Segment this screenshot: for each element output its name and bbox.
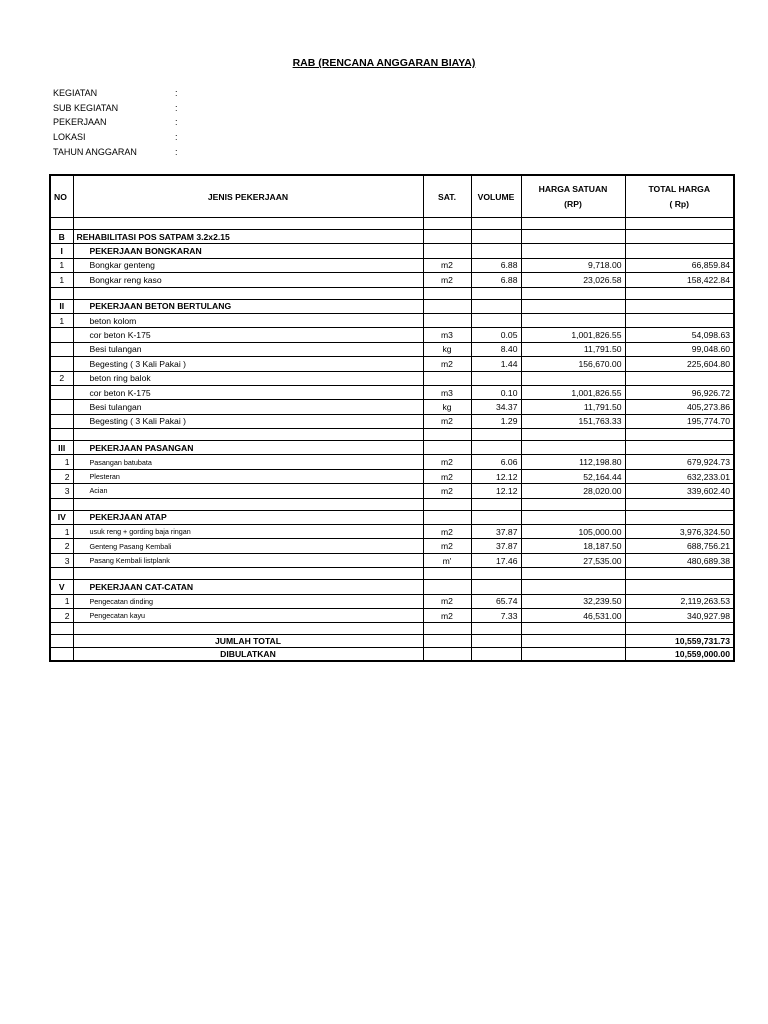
row-total: 405,273.86 (625, 400, 734, 414)
table-row (50, 342, 734, 356)
table-row (50, 400, 734, 414)
section-row (50, 244, 734, 258)
row-harga: 52,164.44 (521, 469, 625, 483)
row-total: 688,756.21 (625, 539, 734, 553)
header-total-harga (625, 175, 734, 218)
row-desc: Pasang Kembali listplank (73, 553, 423, 567)
row-sat: m2 (423, 273, 471, 287)
subsection-no: 1 (50, 313, 73, 327)
row-sat: m2 (423, 594, 471, 608)
table-row (50, 385, 734, 399)
row-volume: 1.29 (471, 414, 521, 428)
row-no: 1 (50, 273, 73, 287)
row-total: 54,098.63 (625, 328, 734, 342)
table-row (50, 258, 734, 272)
info-label: KEGIATAN (53, 88, 98, 99)
row-desc: cor beton K-175 (73, 385, 423, 399)
row-no: 2 (50, 539, 73, 553)
section-label: PEKERJAAN BONGKARAN (73, 244, 423, 258)
section-row (50, 299, 734, 313)
row-volume: 7.33 (471, 608, 521, 622)
row-volume: 17.46 (471, 553, 521, 567)
row-no: 2 (50, 469, 73, 483)
info-colon: : (175, 88, 178, 99)
section-no: IV (50, 510, 73, 524)
row-no: 1 (50, 525, 73, 539)
header-no: NO (50, 175, 73, 218)
row-harga: 9,718.00 (521, 258, 625, 272)
row-no: 1 (50, 594, 73, 608)
subsection-no: 2 (50, 371, 73, 385)
row-total: 3,976,324.50 (625, 525, 734, 539)
section-row (50, 441, 734, 455)
row-total: 679,924.73 (625, 455, 734, 469)
row-harga: 1,001,826.55 (521, 385, 625, 399)
subsection-row (50, 371, 734, 385)
blank-row (50, 218, 734, 230)
row-total: 195,774.70 (625, 414, 734, 428)
table-row (50, 357, 734, 371)
header-harga-line1: HARGA SATUAN (538, 184, 608, 194)
row-volume: 0.05 (471, 328, 521, 342)
row-total: 225,604.80 (625, 357, 734, 371)
dibulatkan-label: DIBULATKAN (73, 648, 423, 662)
row-desc: usuk reng + gording baja ringan (73, 525, 423, 539)
row-harga: 32,239.50 (521, 594, 625, 608)
header-volume: VOLUME (471, 175, 521, 218)
header-total-line1: TOTAL HARGA (648, 184, 711, 194)
section-no: II (50, 299, 73, 313)
subsection-row (50, 313, 734, 327)
section-label: PEKERJAAN BETON BERTULANG (73, 299, 423, 313)
table-row (50, 553, 734, 567)
row-desc: Bongkar genteng (73, 258, 423, 272)
blank-row (50, 287, 734, 299)
row-volume: 8.40 (471, 342, 521, 356)
row-harga: 46,531.00 (521, 608, 625, 622)
info-colon: : (175, 117, 178, 128)
row-sat: m3 (423, 328, 471, 342)
row-total: 339,602.40 (625, 484, 734, 498)
jumlah-total-row (50, 635, 734, 648)
project-label: REHABILITASI POS SATPAM 3.2x2.15 (73, 230, 423, 244)
row-sat: m2 (423, 414, 471, 428)
blank-row (50, 568, 734, 580)
row-desc: Plesteran (73, 469, 423, 483)
table-row (50, 455, 734, 469)
info-colon: : (175, 102, 178, 113)
row-desc: Besi tulangan (73, 342, 423, 356)
table-row (50, 484, 734, 498)
section-label: PEKERJAAN PASANGAN (73, 441, 423, 455)
dibulatkan-value: 10,559,000.00 (625, 648, 734, 662)
row-total: 158,422.84 (625, 273, 734, 287)
row-total: 99,048.60 (625, 342, 734, 356)
row-total: 340,927.98 (625, 608, 734, 622)
project-no: B (50, 230, 73, 244)
dibulatkan-row (50, 648, 734, 662)
row-volume: 6.88 (471, 273, 521, 287)
row-desc: Pengecatan kayu (73, 608, 423, 622)
row-desc: Begesting ( 3 Kali Pakai ) (73, 357, 423, 371)
header-harga-satuan (521, 175, 625, 218)
row-total: 632,233.01 (625, 469, 734, 483)
row-volume: 34.37 (471, 400, 521, 414)
row-harga: 28,020.00 (521, 484, 625, 498)
row-sat: m2 (423, 357, 471, 371)
row-volume: 6.88 (471, 258, 521, 272)
info-row-tahun-anggaran (53, 144, 185, 159)
table-row (50, 414, 734, 428)
info-block (53, 86, 185, 159)
row-harga: 23,026.58 (521, 273, 625, 287)
row-total: 66,859.84 (625, 258, 734, 272)
section-no: V (50, 580, 73, 594)
table-row (50, 469, 734, 483)
row-sat: m2 (423, 455, 471, 469)
header-jenis-pekerjaan: JENIS PEKERJAAN (73, 175, 423, 218)
row-volume: 12.12 (471, 484, 521, 498)
row-sat: m2 (423, 608, 471, 622)
row-no: 2 (50, 608, 73, 622)
row-total: 2,119,263.53 (625, 594, 734, 608)
info-colon: : (175, 132, 178, 143)
row-sat: m3 (423, 385, 471, 399)
row-sat: m2 (423, 525, 471, 539)
row-no: 1 (50, 258, 73, 272)
info-row-kegiatan (53, 86, 185, 101)
row-sat: m' (423, 553, 471, 567)
row-sat: m2 (423, 469, 471, 483)
row-desc: Bongkar reng kaso (73, 273, 423, 287)
row-harga: 18,187.50 (521, 539, 625, 553)
table-row (50, 539, 734, 553)
table-row (50, 328, 734, 342)
section-no: I (50, 244, 73, 258)
row-harga: 151,763.33 (521, 414, 625, 428)
row-harga: 112,198.80 (521, 455, 625, 469)
table-row (50, 608, 734, 622)
row-volume: 1.44 (471, 357, 521, 371)
info-row-lokasi (53, 130, 185, 145)
row-desc: Pengecatan dinding (73, 594, 423, 608)
row-sat: kg (423, 342, 471, 356)
row-desc: Besi tulangan (73, 400, 423, 414)
info-label: LOKASI (53, 132, 86, 143)
row-harga: 11,791.50 (521, 342, 625, 356)
section-row (50, 580, 734, 594)
row-volume: 0.10 (471, 385, 521, 399)
row-sat: m2 (423, 258, 471, 272)
document-title: RAB (RENCANA ANGGARAN BIAYA) (292, 57, 476, 69)
row-desc: Acian (73, 484, 423, 498)
row-total: 480,689.38 (625, 553, 734, 567)
row-desc: cor beton K-175 (73, 328, 423, 342)
info-label: PEKERJAAN (53, 117, 107, 128)
header-total-line2: ( Rp) (669, 199, 690, 209)
row-sat: kg (423, 400, 471, 414)
row-volume: 6.06 (471, 455, 521, 469)
table-row (50, 273, 734, 287)
row-sat: m2 (423, 484, 471, 498)
header-sat: SAT. (423, 175, 471, 218)
row-desc: Genteng Pasang Kembali (73, 539, 423, 553)
info-colon: : (175, 146, 178, 157)
header-harga-line2: (RP) (564, 199, 582, 209)
jumlah-total-label: JUMLAH TOTAL (73, 635, 423, 648)
subsection-label: beton kolom (73, 313, 423, 327)
row-harga: 1,001,826.55 (521, 328, 625, 342)
info-label: SUB KEGIATAN (53, 102, 119, 113)
table-row (50, 525, 734, 539)
row-harga: 156,670.00 (521, 357, 625, 371)
section-row (50, 510, 734, 524)
rab-table (49, 174, 735, 662)
row-volume: 65.74 (471, 594, 521, 608)
row-no: 1 (50, 455, 73, 469)
row-harga: 27,535.00 (521, 553, 625, 567)
blank-row (50, 498, 734, 510)
row-total: 96,926.72 (625, 385, 734, 399)
table-row (50, 594, 734, 608)
row-desc: Pasangan batubata (73, 455, 423, 469)
table-header (50, 175, 734, 218)
blank-row (50, 429, 734, 441)
row-harga: 11,791.50 (521, 400, 625, 414)
row-no: 3 (50, 484, 73, 498)
row-sat: m2 (423, 539, 471, 553)
info-row-sub-kegiatan (53, 101, 185, 116)
row-volume: 12.12 (471, 469, 521, 483)
row-volume: 37.87 (471, 539, 521, 553)
info-row-pekerjaan (53, 115, 185, 130)
subsection-label: beton ring balok (73, 371, 423, 385)
section-label: PEKERJAAN ATAP (73, 510, 423, 524)
row-harga: 105,000.00 (521, 525, 625, 539)
row-desc: Begesting ( 3 Kali Pakai ) (73, 414, 423, 428)
row-volume: 37.87 (471, 525, 521, 539)
section-no: III (50, 441, 73, 455)
row-no: 3 (50, 553, 73, 567)
project-row (50, 230, 734, 244)
info-label: TAHUN ANGGARAN (53, 146, 137, 157)
blank-row (50, 623, 734, 635)
section-label: PEKERJAAN CAT-CATAN (73, 580, 423, 594)
jumlah-total-value: 10,559,731.73 (625, 635, 734, 648)
